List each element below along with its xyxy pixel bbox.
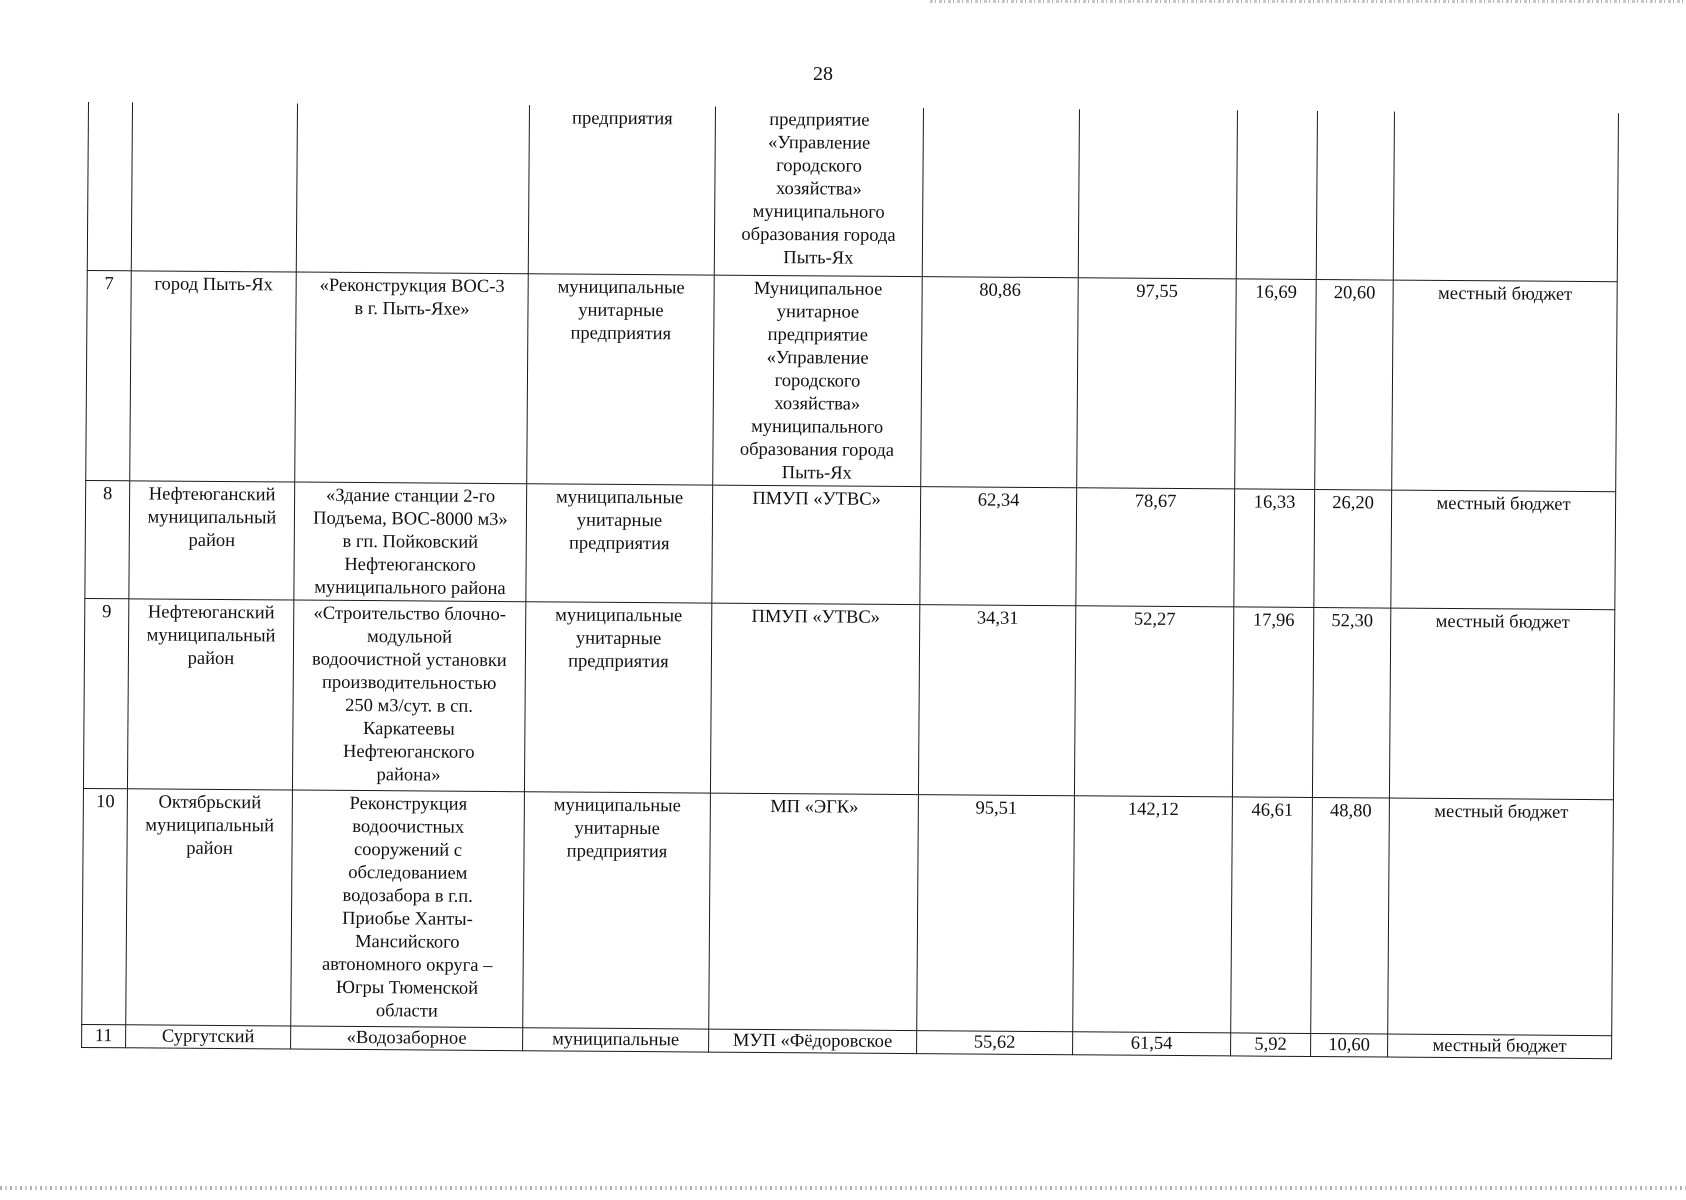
cell-territory: город Пыть-Ях [130, 270, 297, 481]
cell-value-2 [1078, 109, 1237, 278]
data-table [81, 102, 1619, 1059]
scan-edge-top [930, 0, 1686, 3]
cell-value-1 [922, 108, 1079, 277]
cell-organization: МП «ЭГК» [709, 793, 919, 1031]
cell-source: местный бюджет [1392, 280, 1618, 492]
cell-value-4: 48,80 [1311, 797, 1390, 1034]
table-row [85, 480, 1616, 609]
cell-organization: предприятие «Управление городского хозяйства» муниципального образования города Пыть-Ях [714, 107, 923, 277]
cell-owner-type: муниципальные унитарные предприятия [523, 791, 711, 1028]
cell-value-2: 78,67 [1076, 487, 1235, 606]
cell-value-4 [1316, 111, 1394, 280]
cell-value-3: 46,61 [1231, 796, 1313, 1033]
cell-value-2: 97,55 [1077, 277, 1237, 488]
cell-source: местный бюджет [1391, 490, 1616, 610]
cell-source: местный бюджет [1388, 1034, 1612, 1059]
cell-value-3: 16,69 [1235, 278, 1317, 489]
page-number: 28 [813, 63, 833, 85]
cell-num: 8 [85, 480, 130, 598]
cell-territory: Нефтеюганский муниципальный район [127, 598, 293, 789]
cell-organization: ПМУП «УТВС» [712, 485, 921, 605]
cell-value-2: 52,27 [1074, 605, 1233, 796]
cell-object: «Здание станции 2-го Подъема, ВОС-8000 м3» в гп. Пойковский Нефтеюганского муниципального района [294, 482, 527, 602]
cell-value-3: 17,96 [1232, 606, 1313, 797]
cell-value-1: 95,51 [917, 794, 1075, 1031]
cell-organization: ПМУП «УТВС» [710, 603, 919, 795]
cell-object [296, 104, 529, 274]
cell-value-2: 142,12 [1073, 795, 1233, 1032]
cell-object: «Водозаборное [291, 1026, 523, 1051]
cell-object: Реконструкция водоочистных сооружений с обследованием водозабора в г.п. Приобье Ханты- Мансийского автономного округа – Югры Тюменской области [291, 790, 525, 1028]
cell-num: 10 [82, 788, 128, 1024]
cell-value-2: 61,54 [1073, 1031, 1231, 1055]
cell-source: местный бюджет [1389, 608, 1614, 800]
cell-value-4: 10,60 [1311, 1033, 1388, 1057]
cell-organization: Муниципальное унитарное предприятие «Управление городского хозяйства» муниципального образования города Пыть-Ях [713, 275, 923, 487]
cell-value-4: 20,60 [1315, 279, 1394, 490]
cell-source: местный бюджет [1388, 798, 1614, 1036]
cell-owner-type: муниципальные [523, 1027, 709, 1051]
cell-territory [131, 102, 297, 271]
cell-owner-type: предприятия [528, 105, 715, 274]
table-row [87, 102, 1618, 281]
cell-value-3: 16,33 [1234, 488, 1315, 607]
cell-num: 11 [82, 1024, 126, 1047]
cell-value-4: 26,20 [1314, 489, 1392, 608]
cell-owner-type: муниципальные унитарные предприятия [526, 483, 713, 602]
cell-value-3: 5,92 [1231, 1032, 1311, 1056]
table-row [83, 598, 1614, 799]
cell-num: 9 [83, 598, 128, 788]
table-row [86, 270, 1617, 491]
cell-object: «Реконструкция ВОС-3 в г. Пыть-Яхе» [295, 272, 529, 484]
cell-value-1: 62,34 [920, 486, 1077, 605]
cell-value-1: 80,86 [921, 276, 1079, 487]
cell-num [87, 102, 132, 270]
cell-organization: МУП «Фёдоровское [709, 1029, 917, 1054]
cell-value-3 [1236, 110, 1317, 279]
cell-source [1393, 112, 1618, 282]
cell-territory: Октябрьский муниципальный район [126, 788, 293, 1025]
cell-num: 7 [86, 270, 132, 480]
table-row [82, 788, 1614, 1035]
cell-value-1: 55,62 [917, 1030, 1073, 1054]
cell-value-1: 34,31 [918, 604, 1075, 795]
scan-edge-bottom [0, 1186, 1686, 1190]
cell-value-4: 52,30 [1312, 607, 1390, 798]
cell-owner-type: муниципальные унитарные предприятия [524, 601, 711, 792]
cell-territory: Сургутский [126, 1024, 291, 1048]
cell-territory: Нефтеюганский муниципальный район [129, 480, 295, 599]
cell-object: «Строительство блочно- модульной водоочистной установки производительностью 250 м3/сут. в сп. Каркатеевы Нефтеюганского района» [292, 600, 525, 792]
cell-owner-type: муниципальные унитарные предприятия [527, 273, 715, 484]
